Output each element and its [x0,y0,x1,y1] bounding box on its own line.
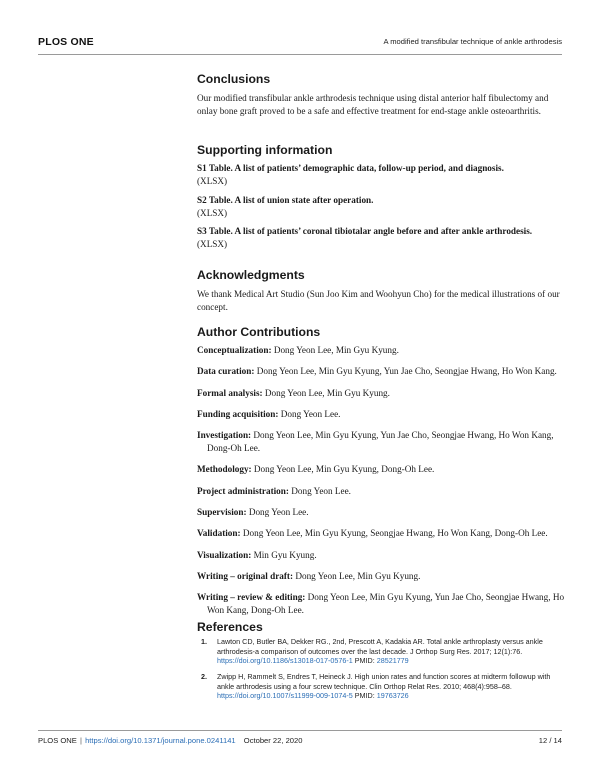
contribution-names: Dong Yeon Lee, Min Gyu Kyung, Yun Jae Cho, Seongjae Hwang, Ho Won Kang. [256,366,557,377]
reference-text: Lawton CD, Butler BA, Dekker RG., 2nd, Prescott A, Kadakia AR. Total ankle arthroplasty versus ankle arthrodesis-a comparison of outcomes over the last decade. J Orthop Surg Res. 2017; 12(1):76. [217,637,543,656]
reference-number: 1. [201,637,207,646]
acknowledgments-text: We thank Medical Art Studio (Sun Joo Kim and Woohyun Cho) for the medical illustrations of our concept. [197,289,560,312]
contribution-role: Project administration: [197,485,289,496]
contribution-item [197,527,569,540]
contribution-role: Writing – original draft: [197,570,294,581]
contribution-item [197,365,569,378]
contribution-names: Dong Yeon Lee, Min Gyu Kyung, Seongjae Hwang, Ho Won Kang, Dong-Oh Lee. [242,528,548,539]
contribution-item [197,408,569,421]
supporting-item-title[interactable]: S1 Table. A list of patients’ demographic data, follow-up period, and diagnosis. [197,163,504,173]
contribution-role: Conceptualization: [197,345,272,355]
contribution-item [197,506,569,519]
reference-pmid-link[interactable]: 19763726 [376,691,409,701]
conclusions-heading: Conclusions [197,72,271,86]
contribution-role: Visualization: [197,549,252,560]
contribution-names: Dong Yeon Lee, Min Gyu Kyung, Yun Jae Cho, Seongjae Hwang, Ho Won Kang, Dong-Oh Lee. [207,430,554,454]
contribution-item [197,570,569,583]
journal-name: PLOS ONE [38,36,94,48]
reference-number: 2. [201,672,207,682]
page-header [38,36,562,52]
header-rule [38,54,562,55]
footer-doi-link[interactable]: https://doi.org/10.1371/journal.pone.0241141 [85,736,236,745]
contribution-names: Dong Yeon Lee. [280,408,341,419]
running-title: A modified transfibular technique of ankle arthrodesis [383,37,562,46]
contribution-names: Dong Yeon Lee, Min Gyu Kyung. [264,387,390,398]
contribution-role: Validation: [197,528,241,539]
contribution-names: Dong Yeon Lee, Min Gyu Kyung, Dong-Oh Lee. [253,464,435,475]
supporting-item[interactable] [197,225,567,251]
acknowledgments-heading: Acknowledgments [197,268,305,282]
contribution-names: Dong Yeon Lee, Min Gyu Kyung, Yun Jae Cho, Seongjae Hwang, Ho Won Kang, Dong-Oh Lee. [207,592,565,616]
contribution-names: Dong Yeon Lee. [248,507,309,518]
contribution-role: Supervision: [197,507,247,518]
supporting-item-format: (XLSX) [197,176,228,186]
reference-item [197,672,569,701]
footer-citation [38,736,302,745]
contribution-names: Dong Yeon Lee, Min Gyu Kyung. [295,570,421,581]
page-number: 12 / 14 [538,736,562,745]
supporting-item[interactable] [197,194,567,220]
reference-doi-link[interactable]: https://doi.org/10.1186/s13018-017-0576-1 [217,656,353,666]
supporting-item[interactable] [197,162,567,188]
footer-journal: PLOS ONE [38,736,77,745]
supporting-item-title[interactable]: S3 Table. A list of patients’ coronal tibiotalar angle before and after ankle arthrodesis. [197,226,533,236]
references-heading: References [197,620,263,634]
contribution-role: Investigation: [197,430,252,441]
contributions-heading: Author Contributions [197,325,321,339]
supporting-item-title[interactable]: S2 Table. A list of union state after operation. [197,195,374,205]
contribution-item [197,387,569,400]
contribution-role: Data curation: [197,366,255,377]
reference-text: Zwipp H, Rammelt S, Endres T, Heineck J. High union rates and function scores at midterm followup with ankle arthrodesis using a four screw technique. Clin Orthop Relat Res. 2010; 468(4):958–68. [217,672,551,691]
reference-doi-link[interactable]: https://doi.org/10.1007/s11999-009-1074-5 [217,691,353,701]
footer-rule [38,730,562,731]
reference-pmid-link[interactable]: 28521779 [376,656,409,666]
page-footer [38,736,562,748]
supporting-item-format: (XLSX) [197,239,228,249]
reference-item [197,637,569,666]
contribution-names: Dong Yeon Lee. [291,485,351,496]
supporting-heading: Supporting information [197,143,333,157]
contribution-role: Writing – review & editing: [197,592,306,603]
contribution-item [197,591,569,617]
contributions-list [197,344,569,626]
contribution-item [197,485,569,498]
contribution-role: Funding acquisition: [197,408,279,419]
reference-pmid-label: PMID: [354,656,375,666]
contribution-names: Min Gyu Kyung. [253,549,317,560]
footer-date: October 22, 2020 [243,736,303,745]
contribution-names: Dong Yeon Lee, Min Gyu Kyung. [273,345,399,355]
contribution-item [197,344,569,357]
contribution-role: Formal analysis: [197,387,263,398]
references-list [197,637,569,708]
contribution-item [197,463,569,476]
reference-pmid-label: PMID: [354,691,375,701]
conclusions-text: Our modified transfibular ankle arthrodesis technique using distal anterior half fibulectomy and onlay bone graft proved to be a safe and effective treatment for end-stage ankle osteoarthritis. [197,93,549,116]
contribution-item [197,429,569,455]
footer-separator: | [79,736,82,745]
contribution-role: Methodology: [197,464,252,475]
contribution-item [197,549,569,562]
supporting-item-format: (XLSX) [197,208,228,218]
